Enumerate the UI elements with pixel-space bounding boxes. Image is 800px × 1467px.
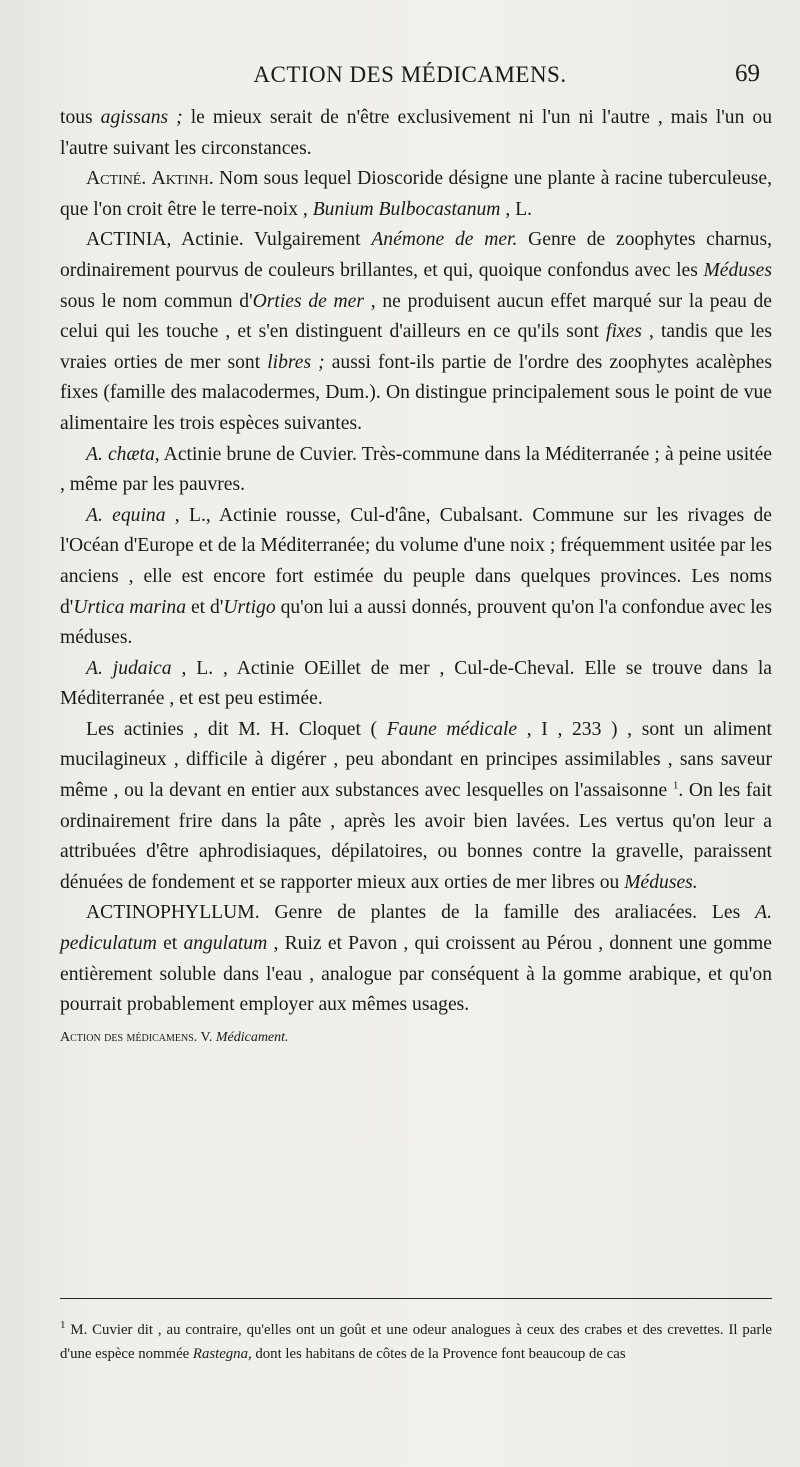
italic-term: angulatum — [183, 933, 268, 955]
page-number: 69 — [735, 60, 760, 87]
italic-term: Médicament. — [215, 1029, 289, 1045]
paragraph — [60, 715, 772, 899]
text-run: Actinie brune de Cuvier. Très-commune dans la Méditerranée ; à peine usitée , même par les pauvres. — [60, 443, 773, 496]
text-run: ACTINOPHYLLUM. Genre de plantes de la famille des araliacées. Les — [86, 902, 756, 924]
text-run: sous le nom commun d' — [60, 290, 253, 312]
text-run: , L. , Actinie OEillet de mer , Cul-de-Cheval. Elle se trouve dans la Méditerranée , et est peu estimée. — [60, 657, 773, 710]
italic-term: Urtica marina — [73, 596, 187, 618]
text-run: tous — [60, 107, 101, 128]
text-run: dont les habitans de côtes de la Provence font beaucoup de cas — [251, 1346, 626, 1362]
paragraph — [60, 501, 772, 654]
paragraph — [60, 164, 772, 225]
paragraph — [60, 225, 772, 439]
paragraph — [60, 440, 772, 501]
italic-term: Anémone de mer. — [371, 229, 518, 251]
small-caps-term: Actiné. Ακτινη. — [86, 168, 214, 190]
text-run: M. Cuvier dit , au contraire, qu'elles ont un goût et une odeur analogues à ceux des crabes et des crevettes. Il parle d'une espèce nommée — [60, 1322, 772, 1362]
text-run: et d' — [186, 596, 224, 618]
italic-term: Urtigo — [223, 596, 276, 618]
italic-term: libres ; — [267, 351, 325, 373]
italic-term: Méduses. — [624, 871, 698, 893]
footnote-text — [60, 1318, 772, 1366]
footnote — [60, 1318, 772, 1366]
italic-term: Orties de mer — [252, 290, 365, 312]
text-run: et — [156, 933, 184, 955]
text-run: Nom sous lequel Dioscoride désigne une plante à racine tuberculeuse, que l'on croit être le terre-noix , — [60, 168, 772, 220]
text-run: , Ruiz et Pavon , qui croissent au Pérou , donnent une gomme entièrement soluble dans l'eau , analogue par conséquent à la gomme arabique, et qu'on pourrait probablement employer aux mêmes usages. — [60, 933, 772, 1016]
text-run: Genre de zoophytes charnus, ordinairement pourvus de couleurs brillantes, et qui, quoique confondus avec les — [60, 229, 773, 281]
cross-reference — [60, 1025, 772, 1051]
paragraph — [60, 654, 772, 715]
italic-term: A. judaica — [86, 657, 172, 679]
text-run: , tandis que les vraies orties de mer sont — [60, 321, 772, 373]
text-run: Les actinies , dit M. H. Cloquet ( — [86, 718, 387, 740]
italic-term: A. chæta, — [86, 443, 160, 465]
page-header — [60, 60, 760, 96]
footnote-separator — [60, 1298, 772, 1299]
italic-term: Rastegna, — [192, 1346, 252, 1362]
italic-term: Faune médicale — [386, 718, 518, 740]
footnote-marker: 1 — [60, 1319, 66, 1332]
running-title: ACTION DES MÉDICAMENS. — [253, 62, 567, 87]
italic-term: A. equina — [86, 504, 166, 526]
text-run: , ne produisent aucun effet marqué sur la peau de celui qui les touche , et s'en distinguent d'ailleurs en ce qu'ils sont — [60, 290, 772, 343]
paragraph — [60, 898, 772, 1020]
text-run: ACTINIA, Actinie. Vulgairement — [86, 229, 372, 251]
text-run: , I , 233 ) , sont un aliment mucilagineux , difficile à digérer , peu abondant en principes assimilables , sans saveur même , ou la devant en entier aux substances avec lesquelles on l'assaisonne — [60, 718, 772, 802]
italic-term: Méduses — [703, 259, 772, 281]
italic-term: A. pediculatum — [60, 902, 772, 955]
text-run: , L. — [500, 198, 533, 220]
text-run: aussi font-ils partie de l'ordre des zoophytes acalèphes fixes (famille des malacodermes, Dum.). On distingue principalement sous le point de vue alimentaire les trois espèces suivantes. — [60, 351, 772, 434]
body-text — [60, 103, 772, 1051]
italic-term: fixes — [606, 321, 642, 343]
text-run: . On les fait ordinairement frire dans la pâte , après les avoir bien lavées. Les vertus qu'on leur a attribuées d'être aphrodisiaques, dépilatoires, ou bonnes contre la gravelle, paraissent dénuées de fondement et se rapporter mieux aux orties de mer libres ou — [60, 780, 773, 893]
paragraph — [60, 103, 772, 164]
italic-term: agissans ; — [100, 107, 183, 128]
italic-term: Bunium Bulbocastanum — [312, 198, 501, 220]
small-caps-term: Action des médicamens. — [60, 1029, 198, 1045]
text-run: qu'on lui a aussi donnés, prouvent qu'on l'a confondue avec les méduses. — [60, 596, 773, 649]
text-run: , L., Actinie rousse, Cul-d'âne, Cubalsant. Commune sur les rivages de l'Océan d'Europe et de la Méditerranée; du volume d'une noix ; fréquemment usitée par les anciens , elle est encore fort estimée du peuple dans quelques provinces. Les noms d' — [60, 504, 772, 618]
footnote-marker: 1 — [672, 779, 679, 792]
text-run: le mieux serait de n'être exclusivement ni l'un ni l'autre , mais l'un ou l'autre suivant les circonstances. — [60, 107, 772, 159]
text-run: V. — [197, 1029, 216, 1045]
